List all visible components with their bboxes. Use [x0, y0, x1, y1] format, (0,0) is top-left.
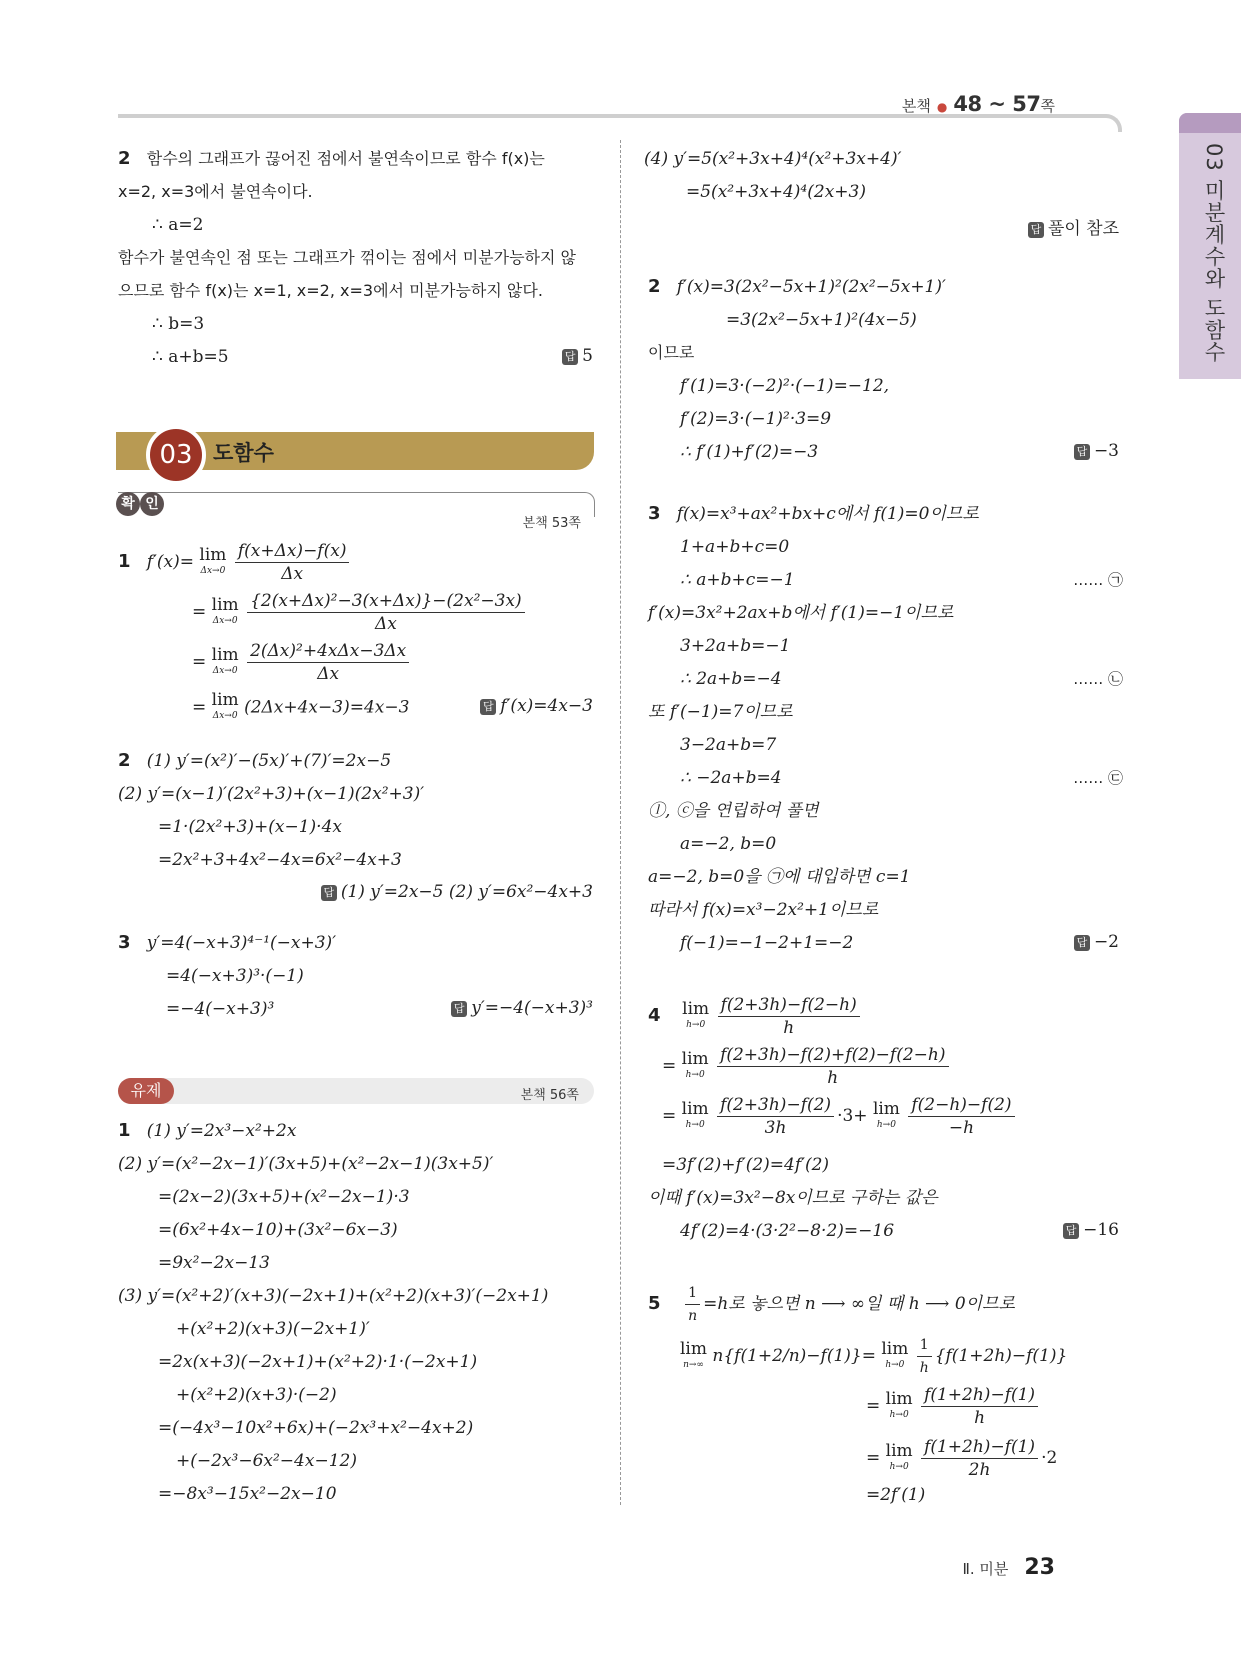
textbook-page-reference: [902, 92, 1055, 116]
numerator: f(2+3h)−f(2)+f(2)−f(2−h): [717, 1044, 948, 1067]
derivation-line: [648, 1282, 1015, 1327]
derivation-line: [158, 1417, 473, 1439]
derivation-line: = lim h→0 $\frac{f(1+2h)-f(1)}{h}$: [866, 1384, 1041, 1429]
lim-word: lim: [681, 1048, 709, 1069]
derivation-line: [648, 994, 863, 1039]
derivation-line: [158, 1351, 477, 1373]
header-rule: [118, 114, 1122, 132]
expression: =2x²+3+4x²−4x=6x²−4x+3: [158, 850, 402, 870]
numerator: f(2−h)−f(2): [908, 1094, 1014, 1117]
answer-value: f′(x)=4x−3: [500, 696, 593, 716]
derivation-line: [158, 1219, 398, 1241]
prev-problem-line: [118, 148, 545, 170]
lim-word: lim: [680, 1338, 707, 1359]
expression: ∴ f′(1)+f′(2)=−3: [680, 442, 819, 462]
expression: (4) y′=5(x²+3x+4)⁴(x²+3x+4)′: [644, 149, 902, 169]
column-divider: [620, 140, 621, 1505]
problem-number: 5: [648, 1293, 661, 1314]
expression: f′(x)=3x²+2ax+b에서 f′(1)=−1이므로: [648, 603, 954, 623]
fraction: [247, 590, 525, 635]
lim-sub: n→∞: [683, 1359, 704, 1370]
lim-word: lim: [885, 1440, 913, 1461]
derivation-line: [118, 1120, 296, 1142]
derivation-line: [648, 866, 911, 888]
derivation-line: [662, 1094, 1018, 1139]
derivation-line: [158, 1186, 410, 1208]
derivation-line: [680, 734, 776, 756]
denominator: 2h: [968, 1460, 991, 1480]
denominator: h: [783, 1018, 795, 1038]
expression: 3+2a+b=−1: [680, 636, 791, 656]
fraction: [685, 1282, 700, 1327]
answer-value: −16: [1083, 1220, 1119, 1240]
derivation-line: [192, 692, 409, 724]
expression: =(2x−2)(3x+5)+(x²−2x−1)·3: [158, 1187, 410, 1207]
expression: ∴ 2a+b=−4: [680, 669, 782, 689]
lim-word: lim: [211, 690, 239, 710]
ref-label: 본책: [901, 97, 931, 115]
derivation-line: [680, 441, 818, 463]
answer: [1074, 932, 1119, 952]
expression: =5(x²+3x+4)⁴(2x+3): [686, 182, 866, 202]
lim-sub: h→0: [686, 1019, 706, 1030]
limit: [212, 692, 239, 724]
answer-icon: 답: [1063, 1223, 1079, 1239]
lim-word: lim: [211, 594, 239, 615]
derivation-line: [648, 899, 878, 921]
derivation-line: [648, 503, 979, 525]
derivation-line: [686, 181, 866, 203]
answer: [562, 346, 593, 366]
solution-text: 이므로: [648, 343, 695, 362]
practice-ref: 본책 56쪽: [520, 1088, 579, 1103]
expression: ∴ −2a+b=4: [680, 768, 782, 788]
derivation-line: [158, 849, 402, 871]
fraction: [921, 1436, 1038, 1481]
expression: f′(2)=3·(−1)²·3=9: [680, 409, 832, 429]
numerator: f(1+2h)−f(1): [921, 1436, 1038, 1459]
expression: 또 f′(−1)=7이므로: [648, 702, 793, 722]
expression: 이때 f′(x)=3x²−8x이므로 구하는 값은: [648, 1188, 938, 1208]
answer-value: (1) y′=2x−5 (2) y′=6x²−4x+3: [340, 882, 593, 902]
derivation-line: [118, 1153, 493, 1175]
lim-sub: Δx→0: [212, 665, 238, 676]
denominator: −h: [948, 1118, 975, 1138]
operator: ·2: [1041, 1448, 1058, 1468]
expression: 1+a+b+c=0: [680, 537, 790, 557]
derivation-line: [176, 1318, 370, 1340]
limit: [681, 1048, 709, 1083]
derivation-line: [726, 309, 917, 331]
expression: ⓛ, ⓒ을 연립하여 풀면: [648, 801, 819, 821]
expression: (2) y′=(x²−2x−1)′(3x+5)+(x²−2x−1)(3x+5)′: [118, 1154, 494, 1174]
expression: =(6x²+4x−10)+(3x²−6x−3): [158, 1220, 398, 1240]
answer-icon: 답: [321, 885, 337, 901]
fraction: [908, 1094, 1014, 1139]
expression: (2Δx+4x−3)=4x−3: [244, 697, 410, 718]
expression: =4(−x+3)³·(−1): [166, 966, 304, 986]
expression: =3(2x²−5x+1)²(4x−5): [726, 310, 917, 330]
problem-number: 2: [118, 750, 131, 771]
derivation-line: [118, 1285, 548, 1307]
expression: {f(1+2h)−f(1)}: [934, 1346, 1068, 1366]
limit: [885, 1388, 913, 1423]
answer: [321, 882, 593, 902]
answer-value: −3: [1093, 441, 1119, 461]
expression: =h로 놓으면 n ⟶ ∞일 때 h ⟶ 0이므로: [703, 1294, 1015, 1314]
derivation-line: [680, 536, 789, 558]
lim-sub: h→0: [685, 1069, 705, 1080]
derivation-line: [176, 1450, 357, 1472]
answer-value: y′=−4(−x+3)³: [471, 998, 593, 1018]
fraction: [235, 540, 350, 585]
expression: =(−4x³−10x²+6x)+(−2x³+x²−4x+2): [158, 1418, 474, 1438]
solution-text: 함수가 불연속인 점 또는 그래프가 꺾이는 점에서 미분가능하지 않: [118, 248, 577, 267]
derivation-line: lim n→∞ n{f(1+2/n)−f(1)}= lim h→0 $\frac{1}{h}$ {f(1+2h)−f(1)}: [680, 1334, 1067, 1379]
solution-text: x=2, x=3에서 불연속이다.: [118, 182, 313, 201]
denominator: h: [974, 1408, 986, 1428]
limit: [681, 1098, 709, 1133]
problem-number: 3: [648, 503, 661, 524]
eq: =: [662, 1056, 677, 1076]
lim-word: lim: [885, 1388, 913, 1409]
lim-sub: h→0: [889, 1461, 909, 1472]
problem-number: 4: [648, 1005, 661, 1026]
limit: [885, 1440, 913, 1475]
fraction: [718, 994, 860, 1039]
lim-word: lim: [199, 544, 227, 565]
solution-text: ∴ b=3: [152, 314, 205, 334]
lim-sub: Δx→0: [212, 711, 238, 721]
numerator: f(2+3h)−f(2): [717, 1094, 834, 1117]
lim-sub: h→0: [889, 1409, 909, 1420]
lim-word: lim: [211, 644, 239, 665]
section-number-badge: 03: [146, 425, 206, 485]
equation-marker: …… ㉢: [1073, 769, 1123, 787]
limit: [680, 1338, 707, 1373]
expression: (1) y′=2x³−x²+2x: [146, 1121, 297, 1141]
operator: ·3+: [837, 1106, 868, 1126]
side-tab-label: 03 미분계수와 도함수: [1202, 143, 1226, 364]
lim-word: lim: [681, 1098, 709, 1119]
lim-sub: h→0: [685, 1119, 705, 1130]
derivation-line: [680, 767, 782, 789]
numerator: 2(Δx)²+4xΔx−3Δx: [247, 640, 409, 663]
answer-icon: 답: [480, 699, 496, 715]
derivation-line: [166, 965, 304, 987]
solution-text: 으므로 함수 f(x)는 x=1, x=2, x=3에서 미분가능하지 않다.: [118, 281, 543, 300]
denominator: Δx: [317, 664, 340, 684]
denominator: 3h: [764, 1118, 787, 1138]
derivation-line: = lim h→0 $\frac{f(1+2h)-f(1)}{2h}$ ·2: [866, 1437, 1058, 1480]
answer: [1074, 441, 1119, 461]
solution-text: ∴ a+b=5: [152, 347, 229, 367]
derivation-line: [680, 635, 790, 657]
derivation-line: [866, 1484, 925, 1506]
fraction: [717, 1094, 834, 1139]
fraction: [247, 640, 409, 685]
expression: a=−2, b=0을 ㉠에 대입하면 c=1: [648, 867, 911, 887]
expression: f(x)=x³+ax²+bx+c에서 f(1)=0이므로: [676, 504, 979, 524]
limit: [682, 998, 710, 1033]
lim-sub: h→0: [876, 1119, 896, 1130]
derivation-line: [680, 932, 853, 954]
derivation-line: [662, 1044, 952, 1089]
expression: 4f′(2)=4·(3·2²−8·2)=−16: [680, 1221, 895, 1241]
denominator: Δx: [374, 614, 397, 634]
denominator: Δx: [281, 564, 304, 584]
expression: a=−2, b=0: [680, 834, 777, 854]
equation-marker: …… ㉠: [1073, 571, 1123, 589]
check-pill: 인: [140, 492, 164, 516]
banner-edge: [116, 432, 144, 470]
equation-marker: …… ㉡: [1073, 670, 1123, 688]
answer: [451, 998, 593, 1018]
expression: n{f(1+2/n)−f(1)}: [712, 1346, 862, 1366]
side-tab-cap: [1179, 113, 1241, 133]
derivation-line: [158, 1252, 270, 1274]
check-ref: 본책 53쪽: [522, 516, 581, 531]
check-pill: 확: [116, 492, 140, 516]
numerator: 1: [917, 1334, 932, 1357]
lhs: f′(x)=: [146, 552, 194, 572]
expression: (1) y′=(x²)′−(5x)′+(7)′=2x−5: [146, 751, 392, 771]
answer-value: 5: [582, 346, 593, 366]
derivation-line: [644, 148, 901, 170]
solution-text: 함수의 그래프가 끊어진 점에서 불연속이므로 함수 f(x)는: [146, 149, 545, 168]
lim-sub: h→0: [885, 1359, 905, 1370]
numerator: f(x+Δx)−f(x): [235, 540, 350, 563]
problem-number: 1: [118, 551, 131, 572]
answer-icon: 답: [1074, 935, 1090, 951]
expression: =−8x³−15x²−2x−10: [158, 1484, 337, 1504]
numerator: f(2+3h)−f(2−h): [718, 994, 860, 1017]
limit: [211, 644, 239, 679]
expression: (2) y′=(x−1)′(2x²+3)+(x−1)(2x²+3)′: [118, 784, 425, 804]
expression: (3) y′=(x²+2)′(x+3)(−2x+1)+(x²+2)(x+3)′(−2x+1): [118, 1286, 549, 1306]
answer-icon: 답: [562, 349, 578, 365]
fraction: [921, 1384, 1038, 1429]
answer-icon: 답: [1074, 444, 1090, 460]
lim-word: lim: [881, 1338, 909, 1359]
expression: y′=4(−x+3)⁴⁻¹(−x+3)′: [146, 933, 337, 953]
lim-sub: Δx→0: [200, 565, 226, 576]
expression: 3−2a+b=7: [680, 735, 777, 755]
answer-icon: 답: [1028, 222, 1044, 238]
derivation-line: [118, 783, 424, 805]
lim-sub: Δx→0: [212, 615, 238, 626]
eq: =: [192, 697, 207, 718]
numerator: f(1+2h)−f(1): [921, 1384, 1038, 1407]
check-label: [116, 492, 164, 516]
chapter-label: Ⅱ. 미분: [962, 1560, 1009, 1578]
ref-suffix: 쪽: [1040, 97, 1055, 115]
derivation-line: [118, 932, 336, 954]
derivation-line: [680, 1220, 894, 1242]
answer: [1063, 1220, 1119, 1240]
expression: 따라서 f(x)=x³−2x²+1이므로: [648, 900, 879, 920]
denominator: h: [827, 1068, 839, 1088]
eq: =: [662, 1106, 677, 1126]
derivation-line: [158, 816, 342, 838]
derivation-line: [648, 701, 793, 723]
expression: +(x²+2)(x+3)(−2x+1)′: [176, 1319, 370, 1339]
page-footer: [962, 1555, 1055, 1580]
lim-word: lim: [682, 998, 710, 1019]
expression: +(−2x³−6x²−4x−12): [176, 1451, 357, 1471]
derivation-line: [648, 1187, 938, 1209]
problem-number: 1: [118, 1120, 131, 1141]
derivation-line: [118, 540, 352, 585]
page-number: 23: [1024, 1555, 1055, 1580]
chapter-side-tab: [1179, 113, 1241, 379]
lim-word: lim: [872, 1098, 900, 1119]
expression: =2f′(1): [866, 1485, 926, 1505]
derivation-line: [662, 1154, 829, 1176]
derivation-line: [192, 590, 528, 635]
derivation-line: [118, 750, 391, 772]
expression: =9x²−2x−13: [158, 1253, 270, 1273]
numerator: {2(x+Δx)²−3(x+Δx)}−(2x²−3x): [247, 590, 525, 613]
answer-value: 풀이 참조: [1047, 219, 1119, 239]
derivation-line: [680, 668, 782, 690]
numerator: 1: [685, 1282, 700, 1305]
answer-icon: 답: [451, 1001, 467, 1017]
answer-value: −2: [1093, 932, 1119, 952]
practice-badge: 유제: [118, 1078, 174, 1104]
answer: [1028, 214, 1119, 239]
derivation-line: [176, 1384, 337, 1406]
denominator: h: [919, 1360, 929, 1376]
section-title: 도함수: [213, 441, 274, 465]
limit: [872, 1098, 900, 1133]
expression: f′(x)=3(2x²−5x+1)²(2x²−5x+1)′: [676, 277, 946, 297]
problem-number: 2: [118, 148, 131, 169]
derivation-line: [648, 800, 819, 822]
expression: f′(1)=3·(−2)²·(−1)=−12,: [680, 376, 890, 396]
eq: =: [192, 602, 207, 622]
bullet-dot-icon: ●: [936, 99, 948, 114]
answer: [480, 696, 593, 716]
derivation-line: [680, 408, 831, 430]
problem-number: 3: [118, 932, 131, 953]
expression: +(x²+2)(x+3)·(−2): [176, 1385, 337, 1405]
fraction: [717, 1044, 948, 1089]
expression: =2x(x+3)(−2x+1)+(x²+2)·1·(−2x+1): [158, 1352, 478, 1372]
limit: [881, 1338, 909, 1373]
expression: ∴ a+b+c=−1: [680, 570, 795, 590]
derivation-line: [648, 602, 953, 624]
derivation-line: [680, 569, 795, 591]
derivation-line: [680, 375, 889, 397]
limit: [199, 544, 227, 579]
solution-text: ∴ a=2: [152, 215, 204, 235]
derivation-line: [158, 1483, 337, 1505]
derivation-line: [166, 998, 274, 1020]
expression: =−4(−x+3)³: [166, 999, 275, 1019]
expression: f(−1)=−1−2+1=−2: [680, 933, 854, 953]
ref-pages: 48 ~ 57: [953, 92, 1041, 116]
derivation-line: [680, 833, 776, 855]
eq: =: [192, 652, 207, 672]
problem-number: 2: [648, 276, 661, 297]
expression: =1·(2x²+3)+(x−1)·4x: [158, 817, 342, 837]
derivation-line: [648, 276, 946, 298]
denominator: n: [688, 1308, 698, 1324]
fraction: [917, 1334, 932, 1379]
expression: =3f′(2)+f′(2)=4f′(2): [662, 1155, 830, 1175]
derivation-line: [192, 640, 412, 685]
limit: [211, 594, 239, 629]
